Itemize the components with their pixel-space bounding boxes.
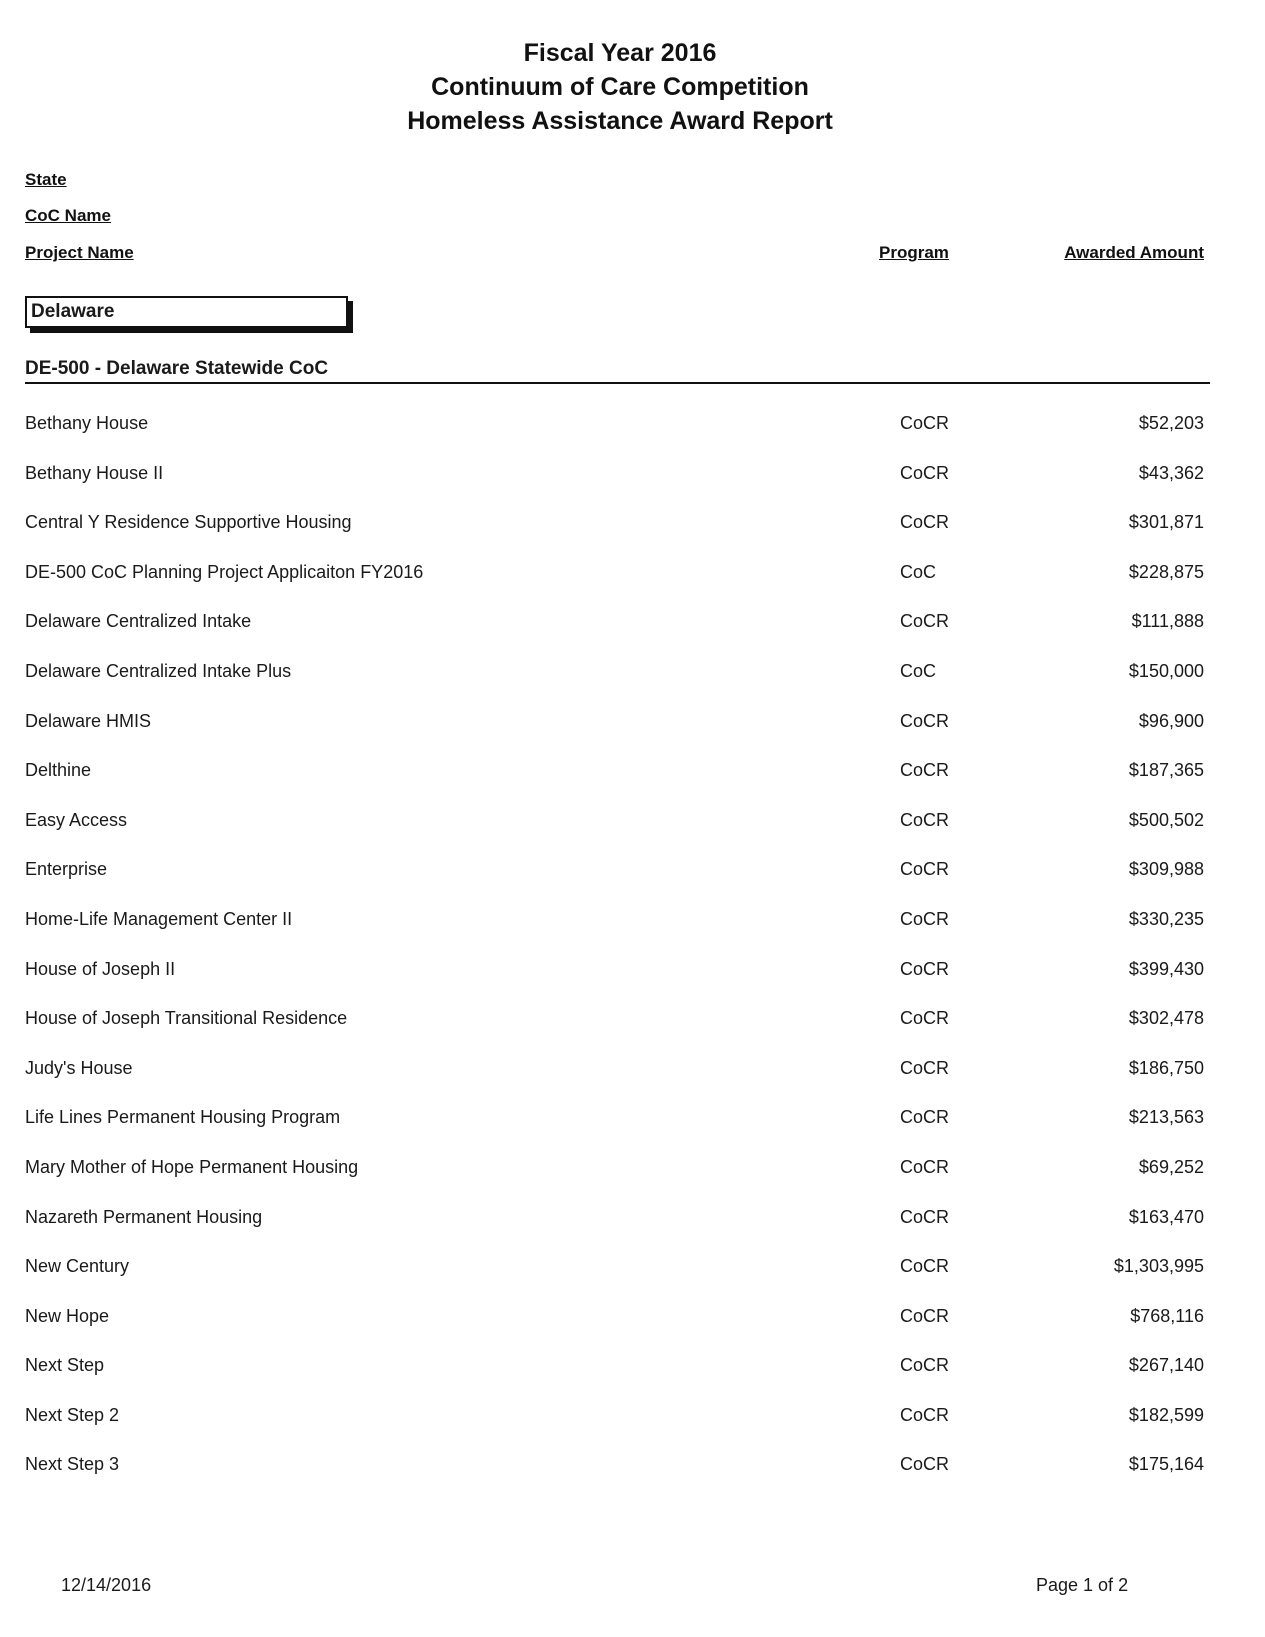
- title-report-name: Homeless Assistance Award Report: [407, 107, 833, 135]
- program-cell: CoCR: [900, 1454, 950, 1475]
- program-cell: CoCR: [900, 1305, 950, 1326]
- program-cell: CoCR: [900, 1256, 950, 1277]
- header-project-name: Project Name: [25, 243, 134, 262]
- project-name-cell: Home-Life Management Center II: [25, 908, 293, 929]
- table-row: [0, 1008, 1265, 1058]
- table-row: [0, 810, 1265, 860]
- header-state: State: [25, 170, 67, 189]
- awarded-amount-cell: $301,871: [1128, 512, 1204, 533]
- awarded-amount-cell: $500,502: [1128, 809, 1204, 830]
- program-cell: CoCR: [900, 413, 950, 433]
- awarded-amount-cell: $213,563: [1128, 1107, 1204, 1128]
- coc-name: DE-500 - Delaware Statewide CoC: [25, 358, 329, 379]
- project-name-cell: Next Step: [25, 1355, 105, 1376]
- program-cell: CoCR: [900, 760, 950, 781]
- program-cell: CoCR: [900, 1206, 950, 1227]
- report-title: [0, 36, 1240, 138]
- awarded-amount-cell: $330,235: [1128, 908, 1204, 929]
- table-row: [0, 711, 1265, 761]
- project-name-cell: Next Step 2: [25, 1404, 120, 1425]
- table-row: [0, 1355, 1265, 1405]
- project-name-cell: Judy's House: [25, 1057, 133, 1078]
- project-name-cell: Delaware Centralized Intake: [25, 611, 252, 632]
- awarded-amount-cell: $187,365: [1128, 760, 1204, 781]
- table-row: [0, 1454, 1265, 1504]
- footer-date: 12/14/2016: [61, 1575, 152, 1595]
- program-cell: CoCR: [900, 1156, 950, 1177]
- program-cell: CoCR: [900, 462, 950, 483]
- awarded-amount-cell: $96,900: [1138, 710, 1204, 731]
- project-name-cell: Next Step 3: [25, 1454, 120, 1475]
- program-cell: CoCR: [900, 908, 950, 929]
- project-name-cell: Central Y Residence Supportive Housing: [25, 512, 352, 533]
- project-name-cell: DE-500 CoC Planning Project Applicaiton FY2016: [25, 561, 424, 582]
- table-row: [0, 661, 1265, 711]
- program-cell: CoCR: [900, 710, 950, 731]
- awarded-amount-cell: $69,252: [1138, 1156, 1204, 1177]
- awarded-amount-cell: $302,478: [1128, 1008, 1204, 1029]
- coc-divider: [25, 382, 1210, 384]
- awarded-amount-cell: $228,875: [1128, 561, 1204, 582]
- table-row: [0, 611, 1265, 661]
- awarded-amount-cell: $399,430: [1128, 958, 1204, 979]
- table-row: [0, 512, 1265, 562]
- table-row: [0, 909, 1265, 959]
- awarded-amount-cell: $150,000: [1128, 660, 1204, 681]
- header-program: Program: [879, 243, 949, 262]
- project-name-cell: New Century: [25, 1256, 130, 1277]
- project-name-cell: Mary Mother of Hope Permanent Housing: [25, 1156, 359, 1177]
- project-name-cell: House of Joseph Transitional Residence: [25, 1008, 348, 1029]
- awarded-amount-cell: $1,303,995: [1113, 1256, 1204, 1277]
- awarded-amount-cell: $186,750: [1128, 1057, 1204, 1078]
- project-name-cell: Bethany House II: [25, 462, 164, 483]
- table-row: [0, 1256, 1265, 1306]
- project-name-cell: House of Joseph II: [25, 958, 176, 979]
- program-cell: CoCR: [900, 611, 950, 632]
- footer-page-number: Page 1 of 2: [1036, 1575, 1129, 1595]
- awarded-amount-cell: $182,599: [1128, 1404, 1204, 1425]
- project-name-cell: Easy Access: [25, 809, 128, 830]
- project-name-cell: Delaware HMIS: [25, 710, 152, 731]
- program-cell: CoCR: [900, 1107, 950, 1128]
- table-row: [0, 1405, 1265, 1455]
- table-row: [0, 1306, 1265, 1356]
- state-label: Delaware: [25, 296, 348, 328]
- program-cell: CoC: [900, 561, 937, 582]
- project-name-cell: Life Lines Permanent Housing Program: [25, 1107, 341, 1128]
- awarded-amount-cell: $43,362: [1138, 462, 1204, 483]
- awarded-amount-cell: $267,140: [1128, 1355, 1204, 1376]
- table-row: [0, 413, 1265, 463]
- header-coc-name: CoC Name: [25, 206, 111, 225]
- program-cell: CoCR: [900, 512, 950, 533]
- title-competition: Continuum of Care Competition: [431, 73, 809, 101]
- table-row: [0, 1207, 1265, 1257]
- program-cell: CoCR: [900, 1057, 950, 1078]
- project-name-cell: Delthine: [25, 760, 92, 781]
- table-row: [0, 859, 1265, 909]
- program-cell: CoC: [900, 660, 937, 681]
- project-name-cell: New Hope: [25, 1305, 110, 1326]
- header-awarded-amount: Awarded Amount: [1064, 243, 1204, 262]
- awarded-amount-cell: $111,888: [1131, 611, 1204, 632]
- awarded-amount-cell: $768,116: [1130, 1305, 1204, 1326]
- title-fiscal-year: Fiscal Year 2016: [523, 39, 717, 67]
- program-cell: CoCR: [900, 859, 950, 880]
- table-row: [0, 760, 1265, 810]
- project-name-cell: Bethany House: [25, 413, 149, 433]
- awarded-amount-cell: $175,164: [1128, 1454, 1204, 1475]
- program-cell: CoCR: [900, 1404, 950, 1425]
- table-row: [0, 1157, 1265, 1207]
- awarded-amount-cell: $309,988: [1128, 859, 1204, 880]
- table-row: [0, 1058, 1265, 1108]
- table-row: [0, 1107, 1265, 1157]
- awarded-amount-cell: $163,470: [1128, 1206, 1204, 1227]
- project-name-cell: Enterprise: [25, 859, 108, 880]
- project-table: [0, 413, 1265, 1504]
- table-row: [0, 562, 1265, 612]
- program-cell: CoCR: [900, 1355, 950, 1376]
- awarded-amount-cell: $52,203: [1138, 413, 1204, 433]
- table-row: [0, 463, 1265, 513]
- program-cell: CoCR: [900, 1008, 950, 1029]
- project-name-cell: Nazareth Permanent Housing: [25, 1206, 263, 1227]
- program-cell: CoCR: [900, 958, 950, 979]
- table-row: [0, 959, 1265, 1009]
- project-name-cell: Delaware Centralized Intake Plus: [25, 660, 292, 681]
- program-cell: CoCR: [900, 809, 950, 830]
